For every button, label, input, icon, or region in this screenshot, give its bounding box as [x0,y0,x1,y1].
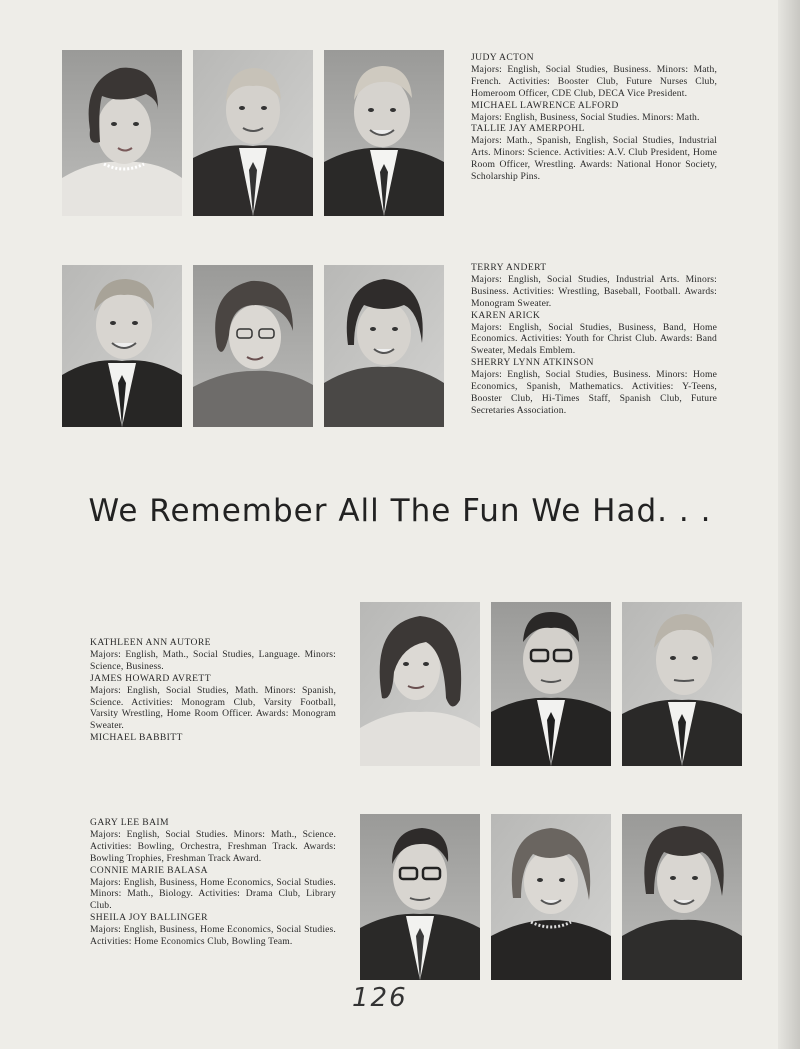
student-name: GARY LEE BAIM [90,817,169,828]
student-name: MICHAEL LAWRENCE ALFORD [471,99,619,111]
student-name: MICHAEL BABBITT [90,732,183,744]
portrait-judy-acton [62,50,182,216]
student-name: KAREN ARICK [471,309,541,321]
portrait-michael-alford [193,50,313,216]
student-name: TERRY ANDERT [471,262,547,273]
student-details: Majors: English, Business, Home Economics, Social Studies. Minors: Math., Biology. Activities: Drama Club, Library Club. [90,876,336,912]
student-name: CONNIE MARIE BALASA [90,864,208,876]
portrait-sheila-ballinger [622,814,742,980]
portrait-tallie-amerpohl [324,50,444,216]
portrait-james-avrett [491,602,611,766]
portrait-michael-babbitt [622,602,742,766]
bio-block-4 [90,817,336,948]
student-details: Majors: English, Business, Social Studies. Minors: Math. [471,111,700,123]
portrait-gary-baim [360,814,480,980]
student-details: Majors: English, Social Studies. Minors: Math., Science. Activities: Bowling, Orchestra, Freshman Track. Awards: Bowling Trophies, Freshman Track Award. [90,828,336,864]
student-details: Majors: English, Social Studies, Industrial Arts. Minors: Business. Activities: Wrestling, Baseball, Football. Awards: Monogram Sweater. [471,273,717,309]
portrait-kathleen-autore [360,602,480,766]
bio-block-1 [471,52,717,183]
student-details: Majors: English, Business, Home Economics, Social Studies. Activities: Home Economics Club, Bowling Team. [90,924,336,948]
student-details: Majors: English, Social Studies, Business, Band, Home Economics. Activities: Youth for Christ Club. Awards: Band Sweater, Medals Emblem. [471,321,717,357]
student-name: SHERRY LYNN ATKINSON [471,357,594,369]
student-name: JUDY ACTON [471,52,534,63]
student-details: Majors: Math., Spanish, English, Social Studies, Industrial Arts. Minors: Science. Activities: A.V. Club President, Home Room Officer, Wrestling. Awards: National Honor Society, Scholarship Pins. [471,135,717,183]
student-name: SHEILA JOY BALLINGER [90,912,208,924]
page-number: 126 [352,983,408,1013]
student-details: Majors: English, Math., Social Studies, Language. Minors: Science, Business. [90,648,336,672]
student-details: Majors: English, Social Studies, Business. Minors: Math, French. Activities: Booster Club, Future Nurses Club, Homeroom Officer, CDE Club, DECA Vice President. [471,63,717,99]
portrait-terry-andert [62,265,182,427]
student-name: TALLIE JAY AMERPOHL [471,123,585,135]
portrait-connie-balasa [491,814,611,980]
student-name: KATHLEEN ANN AUTORE [90,637,211,648]
bio-block-2 [471,262,717,417]
page-headline: We Remember All The Fun We Had. . . [88,493,712,529]
bio-block-3 [90,637,336,744]
student-details: Majors: English, Social Studies, Business. Minors: Home Economics, Spanish, Mathematics. Activities: Y-Teens, Booster Club, Hi-Times Staff, Spanish Club, Future Secretaries Association. [471,369,717,416]
portrait-sherry-atkinson [324,265,444,427]
portrait-karen-arick [193,265,313,427]
student-name: JAMES HOWARD AVRETT [90,672,211,684]
student-details: Majors: English, Social Studies, Math. Minors: Spanish, Science. Activities: Monogram Club, Varsity Football, Varsity Wrestling, Home Room Officer. Awards: Monogram Sweater. [90,684,336,732]
